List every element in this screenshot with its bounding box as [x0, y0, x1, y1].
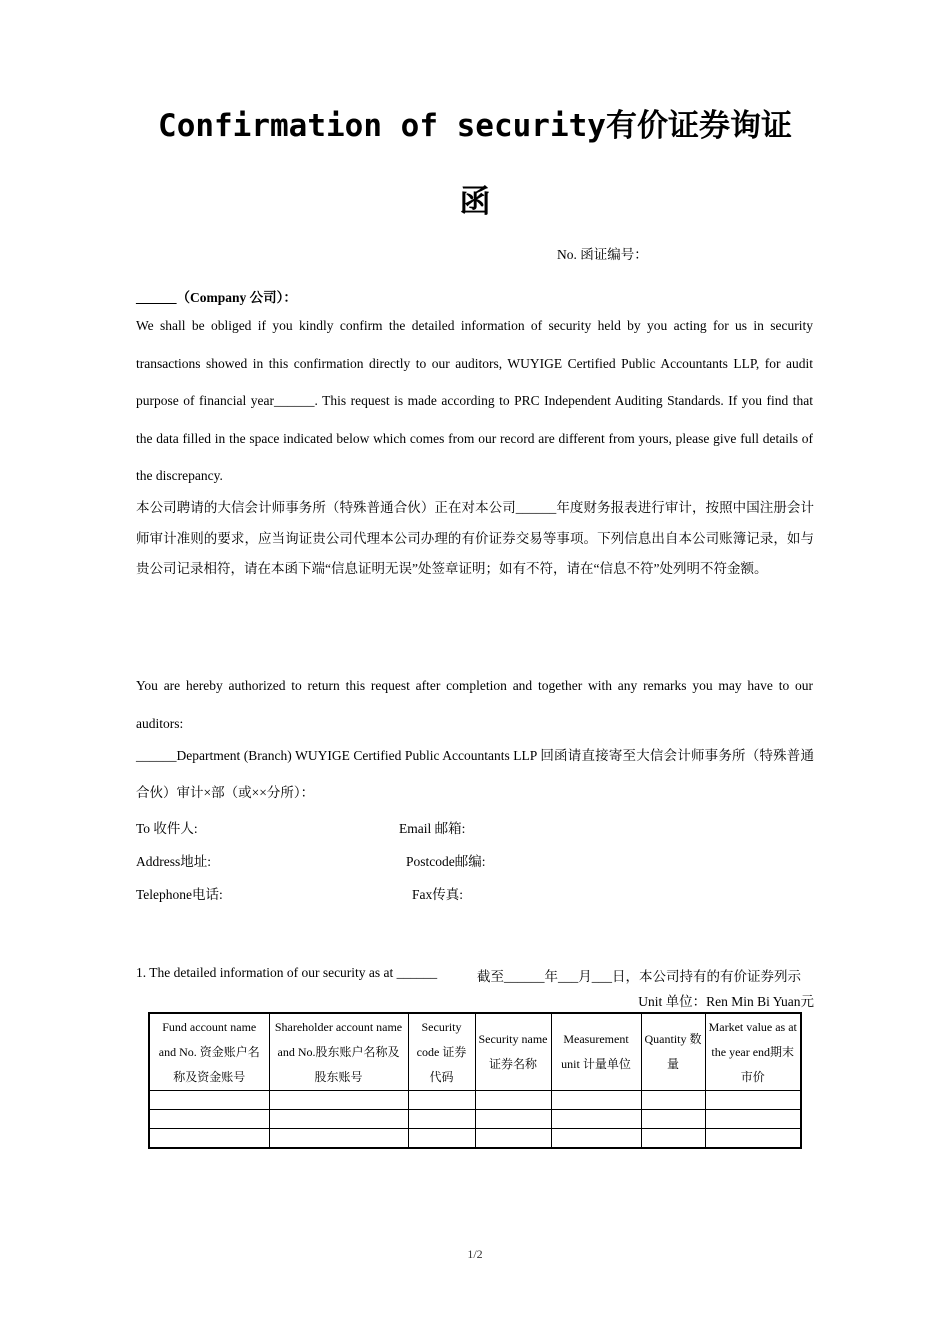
company-label: （Company 公司）： — [176, 290, 297, 305]
table-header-row — [149, 1013, 801, 1091]
header-security-code: Security code 证券代码 — [408, 1013, 475, 1091]
authorization-paragraph: You are hereby authorized to return this request after completion and together with any remarks you may have to our auditors: — [136, 678, 813, 731]
security-table — [148, 1012, 802, 1149]
english-request-paragraph: We shall be obliged if you kindly confirm the detailed information of security held by you acting for us in security transactions showed in this confirmation directly to our auditors, WUYIGE Certified Public Accountants LLP, for audit purpose of financial year______. This request is made according to PRC Independent Auditing Standards. If you find that the data filled in the space indicated below which comes from our record are different from yours, please give full details of the discrepancy. — [136, 318, 813, 483]
document-title-line-1: Confirmation of security有价证券询证 — [158, 108, 792, 144]
header-measurement-unit: Measurement unit 计量单位 — [551, 1013, 641, 1091]
chinese-request-paragraph: 本公司聘请的大信会计师事务所（特殊普通合伙）正在对本公司______年度财务报表进行审计，按照中国注册会计师审计准则的要求，应当询证贵公司代理本公司办理的有价证券交易等事项。下列信息出自本公司账簿记录，如与贵公司记录相符，请在本函下端“信息证明无误”处签章证明；如有不符，请在“信息不符”处列明不符金额。 — [136, 500, 814, 576]
email-field-label: Email 邮箱: — [399, 821, 466, 836]
postcode-field-label: Postcode邮编: — [406, 854, 486, 869]
to-field-label: To 收件人: — [136, 821, 198, 836]
return-address-paragraph: ______Department (Branch) WUYIGE Certified Public Accountants LLP 回函请直接寄至大信会计师事务所（特殊普通合伙）审计×部（或××分所）： — [136, 748, 814, 800]
header-quantity: Quantity 数量 — [641, 1013, 705, 1091]
confirmation-number-label: No. 函证编号： — [557, 247, 648, 262]
document-title-line-2: 函 — [459, 184, 491, 220]
address-field-label: Address地址: — [136, 854, 211, 869]
table-row — [149, 1129, 801, 1149]
table-row — [149, 1110, 801, 1129]
section-1-heading — [136, 965, 814, 984]
table-cell[interactable] — [705, 1091, 801, 1110]
table-cell[interactable] — [408, 1091, 475, 1110]
table-cell[interactable] — [408, 1110, 475, 1129]
table-cell[interactable] — [641, 1110, 705, 1129]
table-cell[interactable] — [269, 1129, 408, 1149]
currency-unit-label: Unit 单位：Ren Min Bi Yuan元 — [638, 994, 814, 1009]
table-cell[interactable] — [149, 1129, 269, 1149]
section-1-heading-en: 1. The detailed information of our security as at ______ — [136, 965, 438, 980]
company-name-blank[interactable]: ______ — [136, 290, 177, 305]
table-cell[interactable] — [705, 1110, 801, 1129]
company-addressee — [136, 286, 297, 306]
table-cell[interactable] — [149, 1091, 269, 1110]
fax-field-label: Fax传真: — [412, 887, 464, 902]
table-cell[interactable] — [551, 1110, 641, 1129]
table-cell[interactable] — [551, 1129, 641, 1149]
telephone-field-label: Telephone电话: — [136, 887, 223, 902]
table-cell[interactable] — [475, 1129, 551, 1149]
table-row — [149, 1091, 801, 1110]
table-cell[interactable] — [149, 1110, 269, 1129]
table-cell[interactable] — [641, 1091, 705, 1110]
table-cell[interactable] — [551, 1091, 641, 1110]
table-cell[interactable] — [475, 1091, 551, 1110]
header-market-value: Market value as at the year end期末市价 — [705, 1013, 801, 1091]
table-cell[interactable] — [408, 1129, 475, 1149]
header-fund-account: Fund account name and No. 资金账户名称及资金账号 — [149, 1013, 269, 1091]
table-cell[interactable] — [705, 1129, 801, 1149]
table-cell[interactable] — [269, 1110, 408, 1129]
section-1-heading-cn: 截至______年___月___日，本公司持有的有价证券列示 — [477, 969, 801, 984]
header-security-name: Security name 证券名称 — [475, 1013, 551, 1091]
header-shareholder-account: Shareholder account name and No.股东账户名称及股东账号 — [269, 1013, 408, 1091]
table-cell[interactable] — [269, 1091, 408, 1110]
table-cell[interactable] — [475, 1110, 551, 1129]
page-number: 1/2 — [467, 1247, 483, 1261]
table-cell[interactable] — [641, 1129, 705, 1149]
